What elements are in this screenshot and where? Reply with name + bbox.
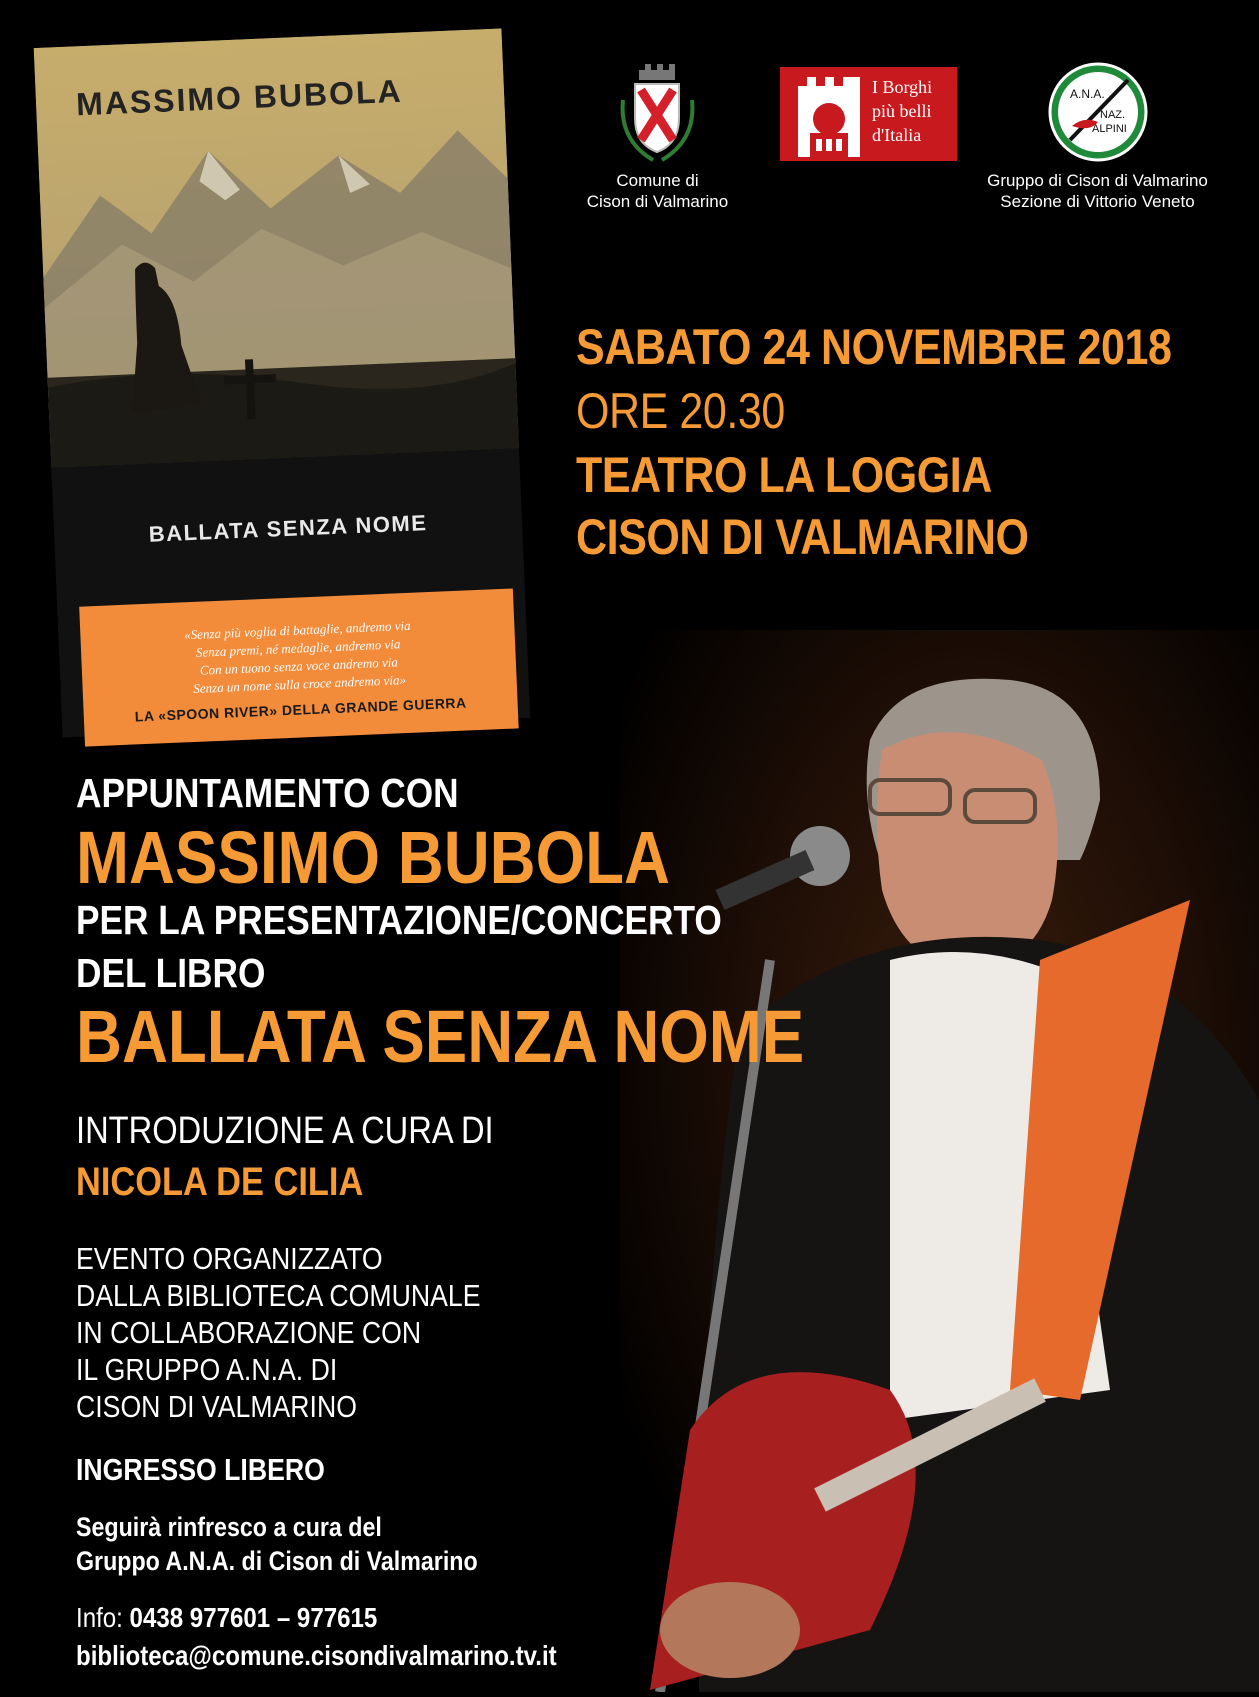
comune-label-line: Comune di: [616, 171, 699, 190]
info-label: Info:: [76, 1602, 123, 1633]
contact-info: [76, 1602, 377, 1634]
book-quote-band: [79, 589, 518, 747]
borghi-line: più belli: [872, 101, 932, 121]
quote-line: Senza premi, né medaglie, andremo via: [195, 636, 401, 660]
gruppo-label-line: Gruppo di Cison di Valmarino: [987, 171, 1208, 190]
book-cover: [34, 29, 530, 738]
organizer-line: EVENTO ORGANIZZATO: [76, 1241, 383, 1276]
introduction-name: NICOLA DE CILIA: [76, 1160, 364, 1204]
book-quote: [80, 612, 517, 702]
refreshment-line: Seguirà rinfresco a cura del: [76, 1512, 382, 1542]
intro-line: APPUNTAMENTO CON: [76, 770, 459, 816]
introduction-label: INTRODUZIONE A CURA DI: [76, 1110, 494, 1152]
organizer-line: CISON DI VALMARINO: [76, 1389, 357, 1424]
refreshment-note: [76, 1510, 478, 1578]
borghi-line: I Borghi: [872, 77, 933, 97]
comune-label-line: Cison di Valmarino: [586, 192, 729, 211]
book-title-heading: BALLATA SENZA NOME: [76, 995, 805, 1078]
alpini-badge-icon: [1048, 62, 1148, 162]
presentation-line: PER LA PRESENTAZIONE/CONCERTO: [76, 897, 722, 943]
badge-text: ALPINI: [1092, 123, 1127, 135]
refreshment-line: Gruppo A.N.A. di Cison di Valmarino: [76, 1546, 478, 1576]
event-date: SABATO 24 NOVEMBRE 2018: [576, 319, 1172, 375]
event-venue: TEATRO LA LOGGIA: [576, 447, 992, 503]
quote-line: Senza un nome sulla croce andremo via»: [193, 672, 407, 696]
artist-name: MASSIMO BUBOLA: [76, 816, 670, 899]
organizer-block: [76, 1240, 480, 1425]
borghi-line: d'Italia: [872, 125, 922, 145]
borghi-logo: [780, 67, 957, 161]
badge-text: A.N.A.: [1070, 87, 1105, 101]
book-tagline: LA «SPOON RIVER» DELLA GRANDE GUERRA: [134, 694, 467, 725]
book-line: DEL LIBRO: [76, 950, 266, 996]
organizer-line: DALLA BIBLIOTECA COMUNALE: [76, 1278, 481, 1313]
quote-line: «Senza più voglia di battaglie, andremo via: [183, 617, 411, 643]
info-phone[interactable]: 0438 977601 – 977615: [129, 1602, 378, 1633]
event-time: ORE 20.30: [576, 383, 785, 439]
organizer-line: IL GRUPPO A.N.A. DI: [76, 1352, 338, 1387]
event-town: CISON DI VALMARINO: [576, 509, 1029, 565]
comune-crest-icon: [615, 60, 700, 170]
organizer-line: IN COLLABORAZIONE CON: [76, 1315, 422, 1350]
borghi-text: [872, 75, 954, 147]
badge-text: NAZ.: [1100, 109, 1126, 121]
castle-icon: [780, 67, 872, 161]
book-lower-panel: [51, 448, 530, 737]
gruppo-label-line: Sezione di Vittorio Veneto: [1000, 192, 1195, 211]
comune-label: [560, 170, 755, 212]
contact-email[interactable]: biblioteca@comune.cisondivalmarino.tv.it: [76, 1640, 557, 1671]
free-entry: INGRESSO LIBERO: [76, 1452, 325, 1487]
quote-line: Con un tuono senza voce andremo via: [199, 654, 399, 678]
gruppo-label: [965, 170, 1230, 212]
performer-photo: [620, 630, 1259, 1692]
book-author: MASSIMO BUBOLA: [75, 72, 404, 123]
book-title: BALLATA SENZA NOME: [148, 510, 428, 547]
